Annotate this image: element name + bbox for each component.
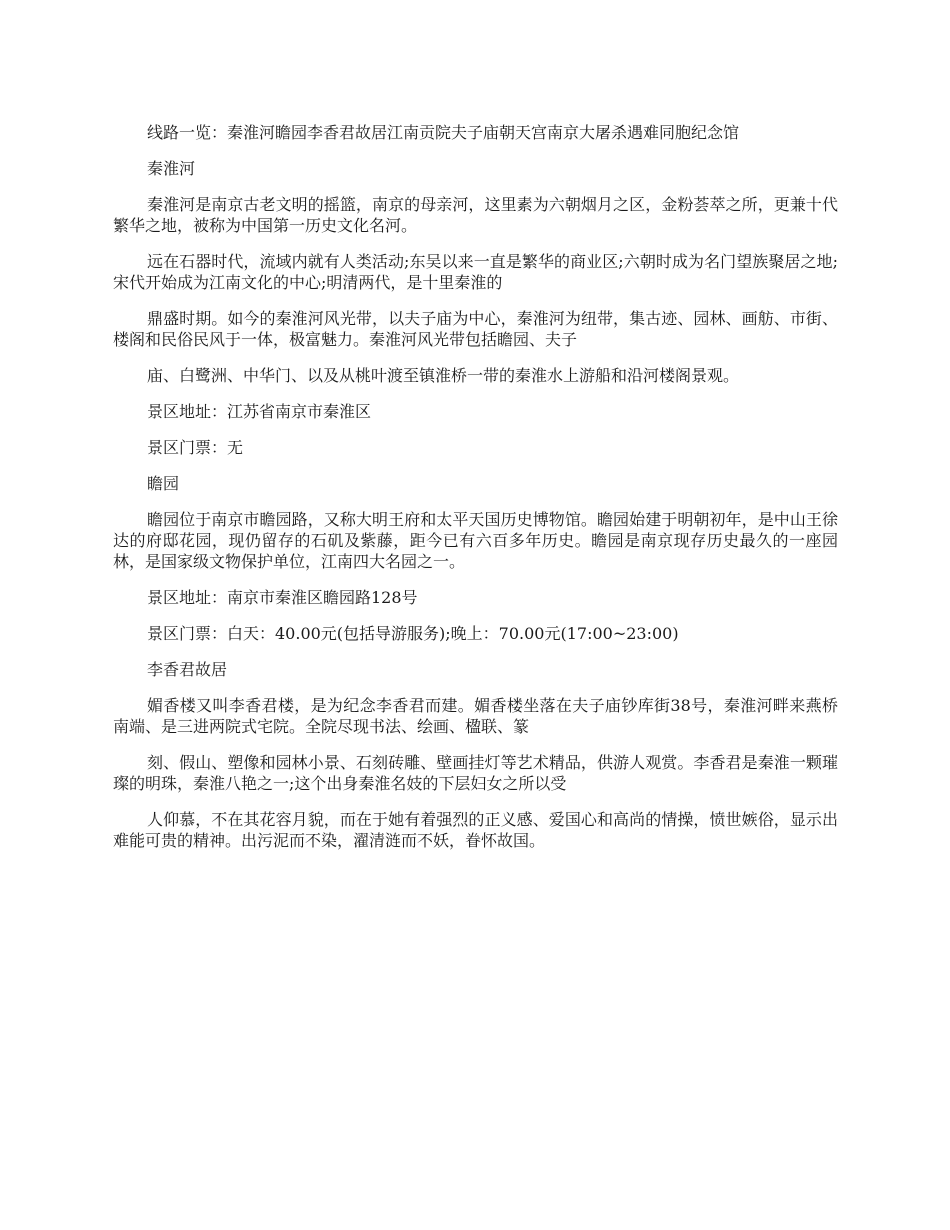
document-page xyxy=(113,122,838,866)
section-heading-zhanyuan: 瞻园 xyxy=(147,474,180,493)
paragraph: 刻、假山、塑像和园林小景、石刻砖雕、壁画挂灯等艺术精品，供游人观赏。李香君是秦淮一颗璀璨的明珠，秦淮八艳之一;这个出身秦淮名妓的下层妇女之所以受 xyxy=(113,753,838,793)
paragraph: 人仰慕，不在其花容月貌，而在于她有着强烈的正义感、爱国心和高尚的情操，愤世嫉俗，显示出难能可贵的精神。出污泥而不染，濯清涟而不妖，眷怀故国。 xyxy=(113,810,838,850)
paragraph: 鼎盛时期。如今的秦淮河风光带，以夫子庙为中心，秦淮河为纽带，集古迹、园林、画舫、市街、楼阁和民俗民风于一体，极富魅力。秦淮河风光带包括瞻园、夫子 xyxy=(113,309,838,349)
paragraph: 瞻园位于南京市瞻园路，又称大明王府和太平天国历史博物馆。瞻园始建于明朝初年，是中山王徐达的府邸花园，现仍留存的石矶及紫藤，距今已有六百多年历史。瞻园是南京现存历史最久的一座园林，是国家级文物保护单位，江南四大名园之一。 xyxy=(113,510,838,571)
paragraph: 媚香楼又叫李香君楼，是为纪念李香君而建。媚香楼坐落在夫子庙钞库街38号，秦淮河畔来燕桥南端、是三进两院式宅院。全院尽现书法、绘画、楹联、篆 xyxy=(113,696,838,736)
paragraph: 庙、白鹭洲、中华门、以及从桃叶渡至镇淮桥一带的秦淮水上游船和沿河楼阁景观。 xyxy=(147,366,740,385)
scenic-address: 景区地址：江苏省南京市秦淮区 xyxy=(147,402,372,421)
section-heading-qinhuai: 秦淮河 xyxy=(147,159,196,178)
paragraph: 远在石器时代，流域内就有人类活动;东吴以来一直是繁华的商业区;六朝时成为名门望族聚居之地;宋代开始成为江南文化的中心;明清两代，是十里秦淮的 xyxy=(113,252,838,292)
paragraph: 秦淮河是南京古老文明的摇篮，南京的母亲河，这里素为六朝烟月之区，金粉荟萃之所，更兼十代繁华之地，被称为中国第一历史文化名河。 xyxy=(113,195,838,235)
scenic-address: 景区地址：南京市秦淮区瞻园路128号 xyxy=(147,588,418,607)
route-overview: 线路一览：秦淮河瞻园李香君故居江南贡院夫子庙朝天宫南京大屠杀遇难同胞纪念馆 xyxy=(147,123,740,142)
section-heading-lixiangjun: 李香君故居 xyxy=(147,660,228,679)
scenic-ticket: 景区门票：白天：40.00元(包括导游服务);晚上：70.00元(17:00~23:00) xyxy=(147,624,679,643)
scenic-ticket: 景区门票：无 xyxy=(147,438,244,457)
